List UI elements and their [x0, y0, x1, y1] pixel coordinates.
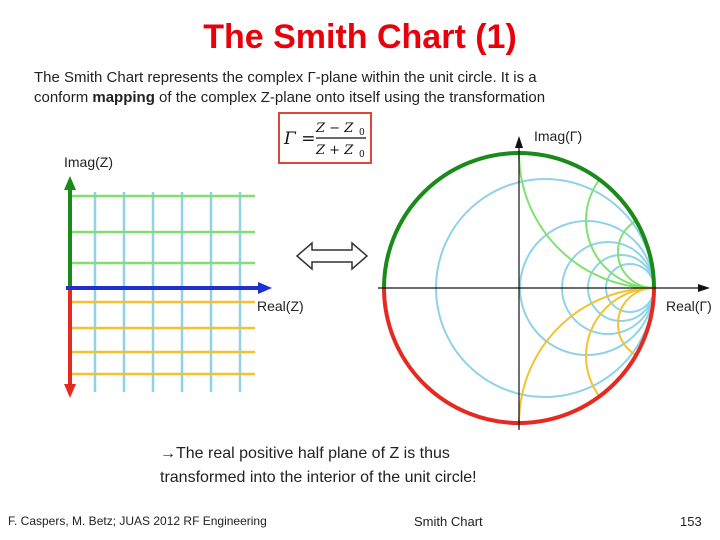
reactance-arc-negative [519, 288, 720, 540]
label-imag-gamma: Imag(Γ) [534, 128, 583, 144]
intro-line-2-post: of the complex Z-plane onto itself using the transformation [154, 89, 546, 106]
z-resistance-lines [95, 192, 240, 392]
reactance-arc-positive [519, 18, 720, 288]
formula-numerator-subscript: 0 [359, 128, 365, 138]
formula-lhs: Γ = [284, 129, 316, 149]
intro-line-1: The Smith Chart represents the complex Γ-plane within the unit circle. It is a [34, 69, 537, 86]
label-real-gamma: Real(Γ) [666, 298, 712, 314]
mapping-double-arrow-icon [297, 243, 367, 269]
conclusion-line-1 [160, 442, 580, 466]
conclusion-arrow-icon: → [160, 445, 176, 462]
slide-title: The Smith Chart (1) [203, 18, 517, 56]
gamma-real-axis-arrowhead [698, 284, 710, 292]
label-real-z: Real(Z) [257, 298, 304, 314]
formula-numerator: Z − Z [316, 121, 354, 136]
z-plane [64, 176, 272, 398]
z-imag-axis-arrowhead-down [64, 384, 76, 398]
conclusion-text [160, 442, 580, 490]
formula-box [278, 112, 372, 164]
intro-highlight: mapping [92, 89, 155, 106]
reflection-formula [280, 114, 370, 162]
footer-page-number: 153 [680, 514, 702, 529]
formula-denominator-subscript: 0 [359, 150, 365, 160]
footer-author: F. Caspers, M. Betz; JUAS 2012 RF Engineering [8, 514, 267, 528]
gamma-imag-axis-arrowhead [515, 136, 523, 148]
z-imag-axis-arrowhead-up [64, 176, 76, 190]
conclusion-line-2: transformed into the interior of the unit circle! [160, 469, 477, 486]
formula-denominator: Z + Z [316, 143, 354, 158]
footer-topic: Smith Chart [414, 514, 483, 529]
z-real-axis-arrowhead [258, 282, 272, 294]
label-imag-z: Imag(Z) [64, 154, 113, 170]
conclusion-line-1-text: The real positive half plane of Z is thus [176, 445, 450, 462]
intro-line-2-pre: conform [34, 89, 93, 106]
